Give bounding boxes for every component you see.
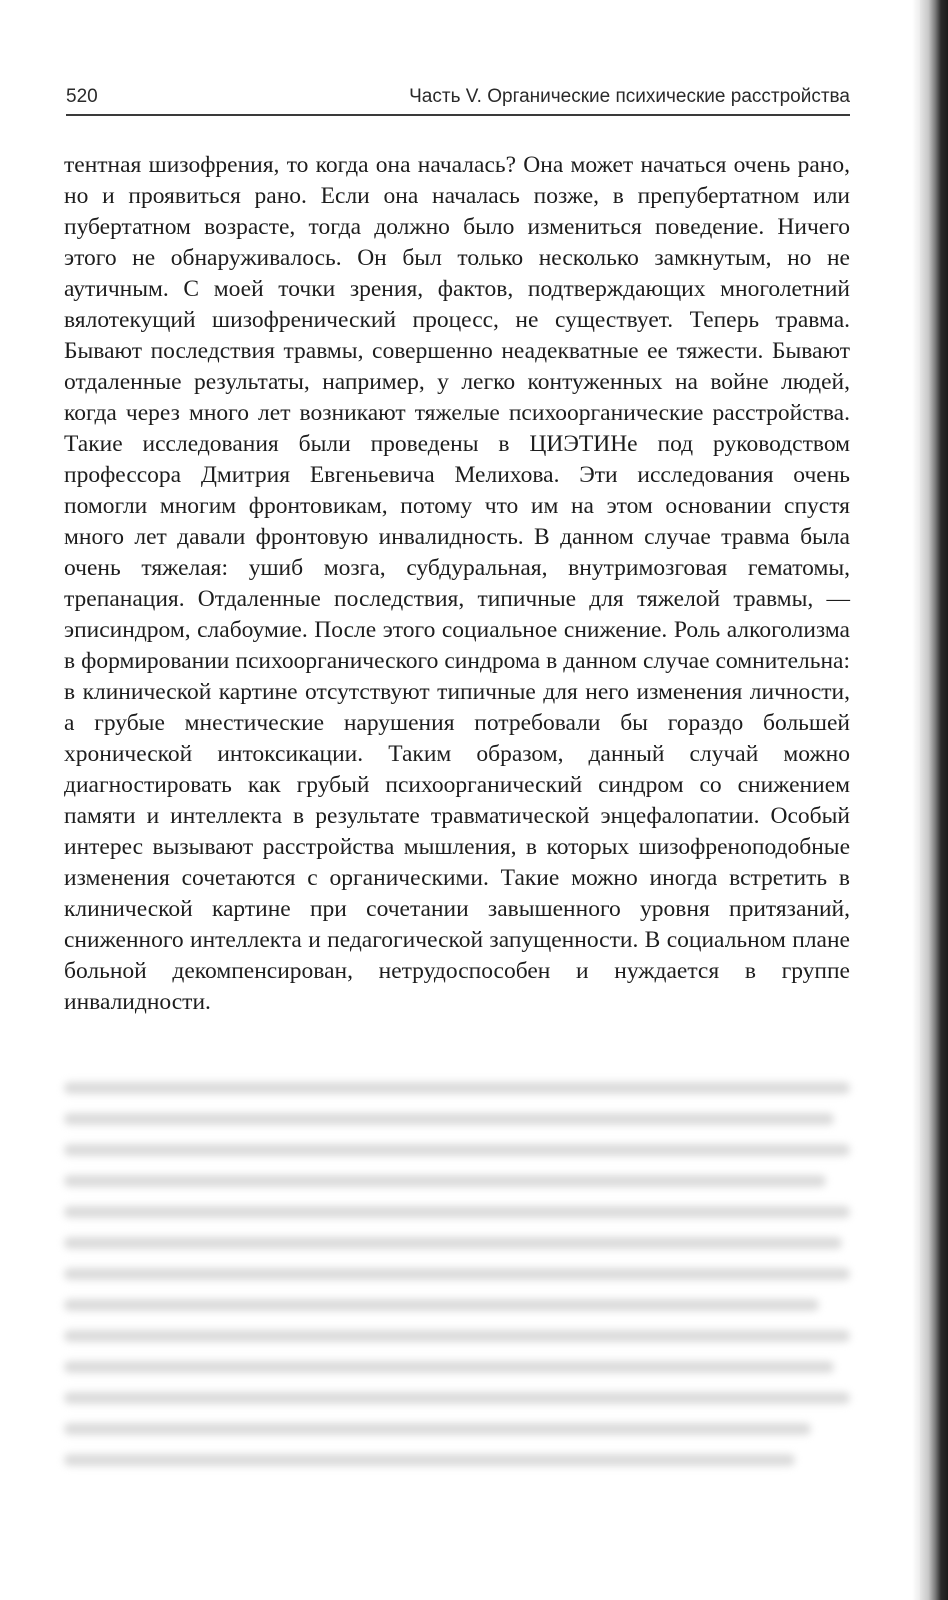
blur-line xyxy=(64,1330,850,1342)
paragraph: тентная шизофрения, то когда она началась? Она может начаться очень рано, но и проявиться рано. Если она началась позже, в препубертатном или пубертатном возрасте, тогда должно было измениться поведение. Ничего этого не обнаруживалось. Он был только несколько замкнутым, но не аутичным. С моей точки зрения, фактов, подтверждающих многолетний вялотекущий шизофренический процесс, не существует. Теперь травма. Бывают последствия травмы, совершенно неадекватные ее тяжести. Бывают отдаленные результаты, например, у легко контуженных на войне людей, когда через много лет возникают тяжелые психоорганические расстройства. Такие исследования были проведены в ЦИЭТИНе под руководством профессора Дмитрия Евгеньевича Мелихова. Эти исследования очень помогли многим фронтовикам, потому что им на этом основании спустя много лет давали фронтовую инвалидность. В данном случае травма была очень тяжелая: ушиб мозга, субдуральная, внутримозговая гематомы, трепанация. Отдаленные последствия, типичные для тяжелой травмы, — эписиндром, слабоумие. После этого социальное снижение. Роль алкоголизма в формировании психоорганического синдрома в данном случае сомнительна: в клинической картине отсутствуют типичные для него изменения личности, а грубые мнестические нарушения потребовали бы гораздо большей хронической интоксикации. Таким образом, данный случай можно диагностировать как грубый психоорганический синдром со снижением памяти и интеллекта в результате травматической энцефалопатии. Особый интерес вызывают расстройства мышления, в которых шизофреноподобные изменения сочетаются с органическими. Такие можно иногда встретить в клинической картине при сочетании завышенного уровня притязаний, сниженного интеллекта и педагогической запущенности. В социальном плане больной декомпенсирован, нетрудоспособен и нуждается в группе инвалидности. xyxy=(64,152,850,1015)
blur-line xyxy=(64,1113,834,1125)
blur-line xyxy=(64,1237,842,1249)
blurred-text-region xyxy=(64,1082,850,1482)
blur-line xyxy=(64,1454,795,1466)
running-title: Часть V. Органические психические расстройства xyxy=(409,86,850,107)
body-text xyxy=(64,150,850,1018)
blur-line xyxy=(64,1082,850,1094)
blur-line xyxy=(64,1268,850,1280)
page-header xyxy=(66,80,850,110)
blur-line xyxy=(64,1206,850,1218)
header-rule xyxy=(66,114,850,116)
blur-line xyxy=(64,1299,819,1311)
page-edge-highlight xyxy=(912,0,920,1600)
page-edge-shadow xyxy=(920,0,948,1600)
blur-line xyxy=(64,1175,826,1187)
blur-line xyxy=(64,1392,850,1404)
page-number: 520 xyxy=(66,86,98,107)
blur-line xyxy=(64,1144,850,1156)
blur-line xyxy=(64,1423,811,1435)
blur-line xyxy=(64,1361,834,1373)
